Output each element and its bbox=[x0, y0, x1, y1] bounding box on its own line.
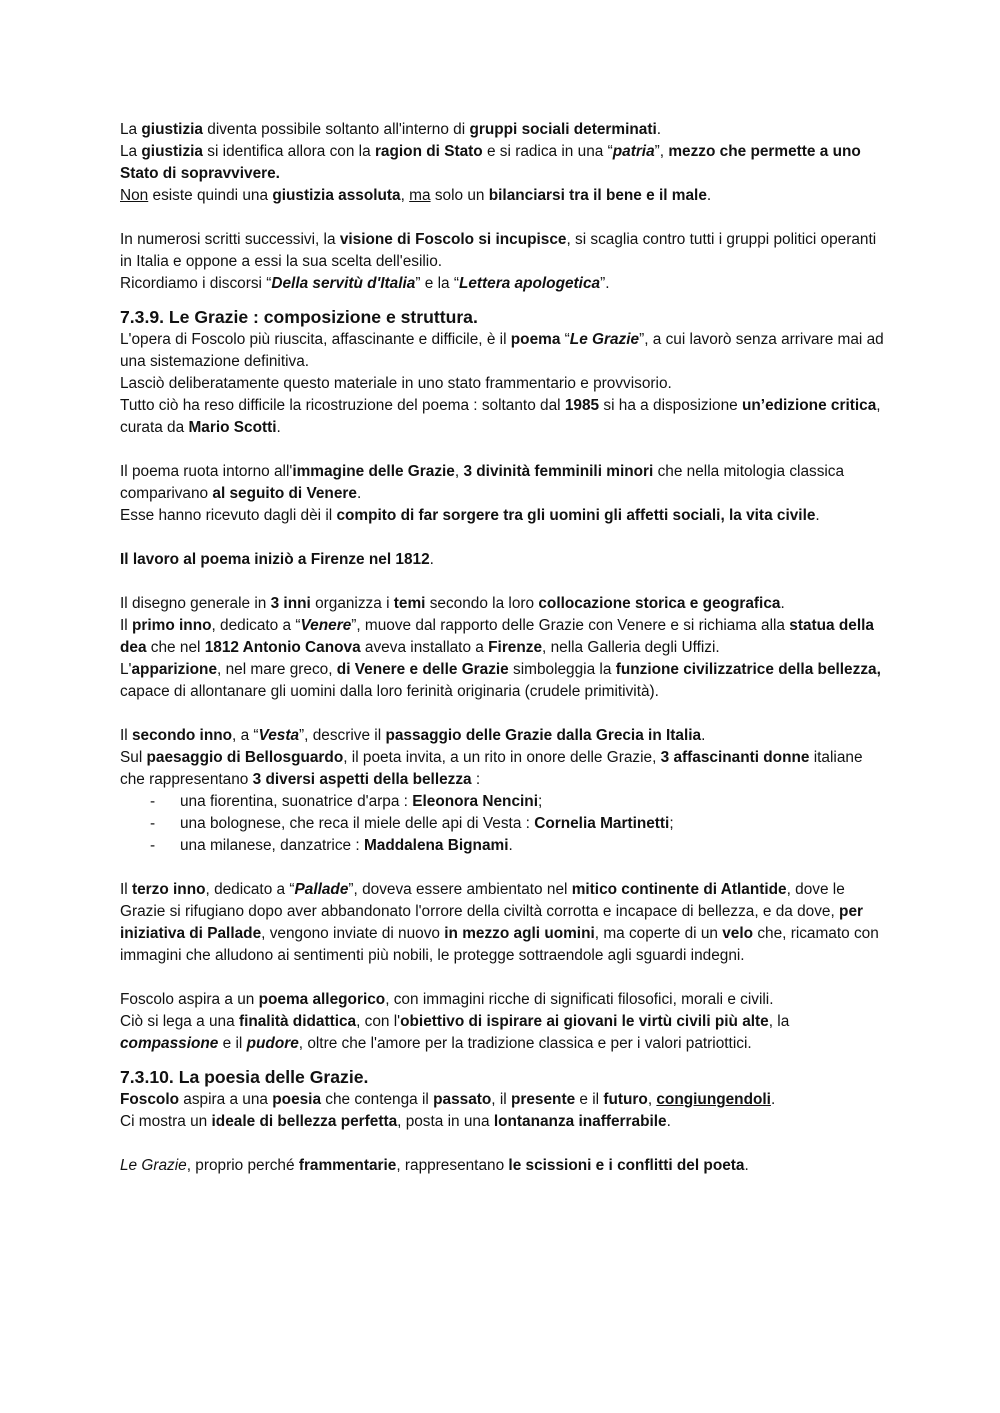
text: aveva installato a bbox=[360, 639, 489, 656]
text: italiane che rappresentano bbox=[120, 749, 863, 788]
bold-text: paesaggio di Bellosguardo bbox=[146, 749, 344, 766]
text: , con l' bbox=[356, 1013, 401, 1030]
text: una fiorentina, suonatrice d'arpa : bbox=[180, 793, 413, 810]
paragraph-poem-intro bbox=[120, 329, 890, 439]
text: una bolognese, che reca il miele delle api di Vesta : bbox=[180, 815, 535, 832]
bold-text: futuro bbox=[603, 1091, 648, 1108]
text: La bbox=[120, 143, 142, 160]
text: , ma coperte di un bbox=[594, 925, 723, 942]
bold-text: mitico continente di Atlantide bbox=[571, 881, 787, 898]
text: Foscolo aspira a un bbox=[120, 991, 259, 1008]
underlined-text: ma bbox=[409, 187, 431, 204]
paragraph-work-start bbox=[120, 549, 890, 571]
text: e si radica in una “ bbox=[482, 143, 613, 160]
text: L'opera di Foscolo più riuscita, affascinante e difficile, è il bbox=[120, 331, 511, 348]
bold-text: finalità didattica bbox=[238, 1013, 357, 1030]
bold-text: Cornelia Martinetti bbox=[534, 815, 670, 832]
text: Lasciò deliberatamente questo materiale in uno stato frammentario e provvisorio. bbox=[120, 375, 672, 392]
bold-text: giustizia bbox=[141, 121, 203, 138]
bold-text: funzione civilizzatrice della bellezza, bbox=[615, 661, 881, 678]
text: Tutto ciò ha reso difficile la ricostruzione del poema : soltanto dal bbox=[120, 397, 565, 414]
text: . bbox=[815, 507, 820, 524]
text: capace di allontanare gli uomini dalla loro ferinità originaria (crudele primitività). bbox=[120, 683, 659, 700]
text: che nella mitologia classica comparivano bbox=[120, 463, 845, 502]
bold-italic-text: Vesta bbox=[258, 727, 300, 744]
bold-text: Firenze bbox=[488, 639, 543, 656]
text: . bbox=[429, 551, 434, 568]
paragraph-second-hymn bbox=[120, 725, 890, 791]
text: ; bbox=[669, 815, 674, 832]
text: . bbox=[656, 121, 662, 138]
text: ”, doveva essere ambientato nel bbox=[348, 881, 572, 898]
bold-text: 3 affascinanti donne bbox=[660, 749, 810, 766]
bold-text: poema allegorico bbox=[258, 991, 386, 1008]
text: , bbox=[400, 187, 410, 204]
text: , dove le Grazie si rifugiano dopo aver abbandonato l'orrore della civiltà corrotta e incapace di bellezza, e da dove, bbox=[120, 881, 845, 920]
text: , bbox=[647, 1091, 657, 1108]
text: , dedicato a “ bbox=[205, 881, 295, 898]
bold-text: Il lavoro al poema iniziò a Firenze nel 1812 bbox=[120, 551, 430, 568]
text: ”, bbox=[654, 143, 669, 160]
text: simboleggia la bbox=[508, 661, 616, 678]
text: si identifica allora con la bbox=[202, 143, 375, 160]
text: esiste quindi una bbox=[148, 187, 273, 204]
text: ”. bbox=[600, 275, 610, 292]
bold-italic-text: patria bbox=[612, 143, 655, 160]
text: organizza i bbox=[310, 595, 394, 612]
text: : bbox=[471, 771, 481, 788]
text: e il bbox=[575, 1091, 604, 1108]
bold-italic-text: Della servitù d'Italia bbox=[271, 275, 416, 292]
bold-text: passaggio delle Grazie dalla Grecia in Italia bbox=[385, 727, 702, 744]
text: , il poeta invita, a un rito in onore delle Grazie, bbox=[343, 749, 661, 766]
bold-text: Eleonora Nencini bbox=[412, 793, 538, 810]
bold-text: visione di Foscolo si incupisce bbox=[339, 231, 567, 248]
bold-text: terzo inno bbox=[131, 881, 206, 898]
paragraph-allegorical-poem bbox=[120, 989, 890, 1055]
text: Il bbox=[120, 727, 132, 744]
bold-italic-text: compassione bbox=[120, 1035, 219, 1052]
text: ”, muove dal rapporto delle Grazie con Venere e si richiama alla bbox=[351, 617, 790, 634]
text: Ciò si lega a una bbox=[120, 1013, 239, 1030]
bold-text: bilanciarsi tra il bene e il male bbox=[488, 187, 707, 204]
text: . bbox=[508, 837, 513, 854]
women-list bbox=[120, 791, 890, 857]
text: Esse hanno ricevuto dagli dèi il bbox=[120, 507, 337, 524]
paragraph-graces-image bbox=[120, 461, 890, 527]
text: . bbox=[701, 727, 706, 744]
bold-text: gruppi sociali determinati bbox=[469, 121, 657, 138]
bold-text: poema bbox=[510, 331, 561, 348]
bold-underlined-text: congiungendoli bbox=[656, 1091, 771, 1108]
text: , vengono inviate di nuovo bbox=[261, 925, 445, 942]
bold-text: di Venere e delle Grazie bbox=[336, 661, 509, 678]
text: secondo la loro bbox=[425, 595, 539, 612]
text: . bbox=[770, 1091, 776, 1108]
text: . bbox=[666, 1113, 671, 1130]
text: . bbox=[706, 187, 712, 204]
bold-text: 3 diversi aspetti della bellezza bbox=[252, 771, 472, 788]
text: , a “ bbox=[232, 727, 259, 744]
text: . bbox=[276, 419, 281, 436]
bold-italic-text: Le Grazie bbox=[569, 331, 640, 348]
section-heading-7-3-10: 7.3.10. La poesia delle Grazie. bbox=[120, 1067, 369, 1087]
text: una milanese, danzatrice : bbox=[180, 837, 364, 854]
bold-text: Foscolo bbox=[120, 1091, 179, 1108]
text: , nella Galleria degli Uffizi. bbox=[542, 639, 720, 656]
italic-text: Le Grazie bbox=[120, 1157, 187, 1174]
bold-text: 3 inni bbox=[270, 595, 311, 612]
bold-text: obiettivo di ispirare ai giovani le virtù civili più alte bbox=[400, 1013, 769, 1030]
text: che contenga il bbox=[321, 1091, 434, 1108]
text: si ha a disposizione bbox=[599, 397, 742, 414]
text: . bbox=[780, 595, 785, 612]
bold-text: presente bbox=[510, 1091, 576, 1108]
bold-text: per iniziativa di Pallade bbox=[120, 903, 863, 942]
text: In numerosi scritti successivi, la bbox=[120, 231, 340, 248]
paragraph-writings bbox=[120, 229, 890, 295]
text: , la bbox=[768, 1013, 790, 1030]
bold-text: secondo inno bbox=[131, 727, 233, 744]
bold-text: le scissioni e i conflitti del poeta bbox=[508, 1157, 745, 1174]
text: La bbox=[120, 121, 142, 138]
text: , il bbox=[491, 1091, 511, 1108]
text: “ bbox=[560, 331, 570, 348]
paragraph-justice bbox=[120, 119, 890, 207]
text: Il bbox=[120, 881, 132, 898]
text: , oltre che l'amore per la tradizione classica e per i valori patriottici. bbox=[298, 1035, 752, 1052]
bold-text: Mario Scotti bbox=[188, 419, 277, 436]
text: Il disegno generale in bbox=[120, 595, 271, 612]
document-page bbox=[120, 119, 890, 1177]
text: aspira a una bbox=[179, 1091, 273, 1108]
bold-text: Maddalena Bignami bbox=[363, 837, 509, 854]
bold-italic-text: Lettera apologetica bbox=[458, 275, 601, 292]
bold-text: temi bbox=[393, 595, 426, 612]
bold-text: passato bbox=[433, 1091, 492, 1108]
text: . bbox=[744, 1157, 749, 1174]
bold-text: statua della dea bbox=[120, 617, 874, 656]
list-item bbox=[120, 813, 890, 835]
bold-text: ragion di Stato bbox=[374, 143, 483, 160]
text: Sul bbox=[120, 749, 147, 766]
bold-text: lontananza inafferrabile bbox=[493, 1113, 667, 1130]
paragraph-third-hymn bbox=[120, 879, 890, 967]
bold-text: giustizia bbox=[141, 143, 203, 160]
text: , si scaglia contro tutti i gruppi politici operanti in Italia e oppone a essi la sua scelta dell'esilio. bbox=[120, 231, 877, 270]
paragraph-fragments bbox=[120, 1155, 890, 1177]
bold-italic-text: pudore bbox=[246, 1035, 299, 1052]
paragraph-three-hymns bbox=[120, 593, 890, 703]
list-item bbox=[120, 791, 890, 813]
text: , posta in una bbox=[397, 1113, 494, 1130]
bold-text: 3 divinità femminili minori bbox=[463, 463, 654, 480]
bold-text: un’edizione critica bbox=[741, 397, 877, 414]
text: che, ricamato con immagini che alludono ai sentimenti più nobili, le protegge sottraendole agli sguardi indegni. bbox=[120, 925, 879, 964]
text: che nel bbox=[146, 639, 205, 656]
text: diventa possibile soltanto all'interno di bbox=[202, 121, 470, 138]
text: , bbox=[454, 463, 464, 480]
list-item bbox=[120, 835, 890, 857]
bold-text: apparizione bbox=[131, 661, 218, 678]
bold-text: al seguito di Venere bbox=[212, 485, 357, 502]
bold-text: mezzo che permette a uno Stato di sopravvivere. bbox=[120, 143, 861, 182]
bold-italic-text: Pallade bbox=[294, 881, 349, 898]
text: solo un bbox=[430, 187, 489, 204]
bold-text: 1812 Antonio Canova bbox=[204, 639, 361, 656]
list-dash: - bbox=[150, 815, 156, 832]
text: ”, descrive il bbox=[299, 727, 386, 744]
text: . bbox=[356, 485, 362, 502]
bold-text: poesia bbox=[272, 1091, 322, 1108]
text: , proprio perché bbox=[186, 1157, 299, 1174]
bold-text: giustizia assoluta bbox=[272, 187, 401, 204]
bold-text: ideale di bellezza perfetta bbox=[211, 1113, 398, 1130]
bold-text: 1985 bbox=[564, 397, 600, 414]
text: Ricordiamo i discorsi “ bbox=[120, 275, 272, 292]
text: e il bbox=[218, 1035, 247, 1052]
text: ; bbox=[537, 793, 543, 810]
text: Ci mostra un bbox=[120, 1113, 212, 1130]
underlined-text: Non bbox=[120, 187, 149, 204]
bold-italic-text: Venere bbox=[300, 617, 352, 634]
bold-text: immagine delle Grazie bbox=[292, 463, 455, 480]
text: ” e la “ bbox=[415, 275, 459, 292]
text: , rappresentano bbox=[396, 1157, 509, 1174]
text: L' bbox=[120, 661, 132, 678]
list-dash: - bbox=[150, 793, 156, 810]
text: , nel mare greco, bbox=[217, 661, 337, 678]
bold-text: frammentarie bbox=[298, 1157, 397, 1174]
text: ”, a cui lavorò senza arrivare mai ad una sistemazione definitiva. bbox=[120, 331, 884, 370]
bold-text: primo inno bbox=[131, 617, 212, 634]
section-heading-7-3-9: 7.3.9. Le Grazie : composizione e struttura. bbox=[120, 307, 478, 327]
text: Il poema ruota intorno all' bbox=[120, 463, 293, 480]
paragraph-poetry bbox=[120, 1089, 890, 1133]
bold-text: in mezzo agli uomini bbox=[444, 925, 595, 942]
list-dash: - bbox=[150, 837, 156, 854]
bold-text: compito di far sorgere tra gli uomini gli affetti sociali, la vita civile bbox=[336, 507, 816, 524]
text: , con immagini ricche di significati filosofici, morali e civili. bbox=[385, 991, 774, 1008]
text: , curata da bbox=[120, 397, 881, 436]
text: Il bbox=[120, 617, 132, 634]
bold-text: velo bbox=[722, 925, 754, 942]
text: , dedicato a “ bbox=[211, 617, 301, 634]
bold-text: collocazione storica e geografica bbox=[538, 595, 781, 612]
